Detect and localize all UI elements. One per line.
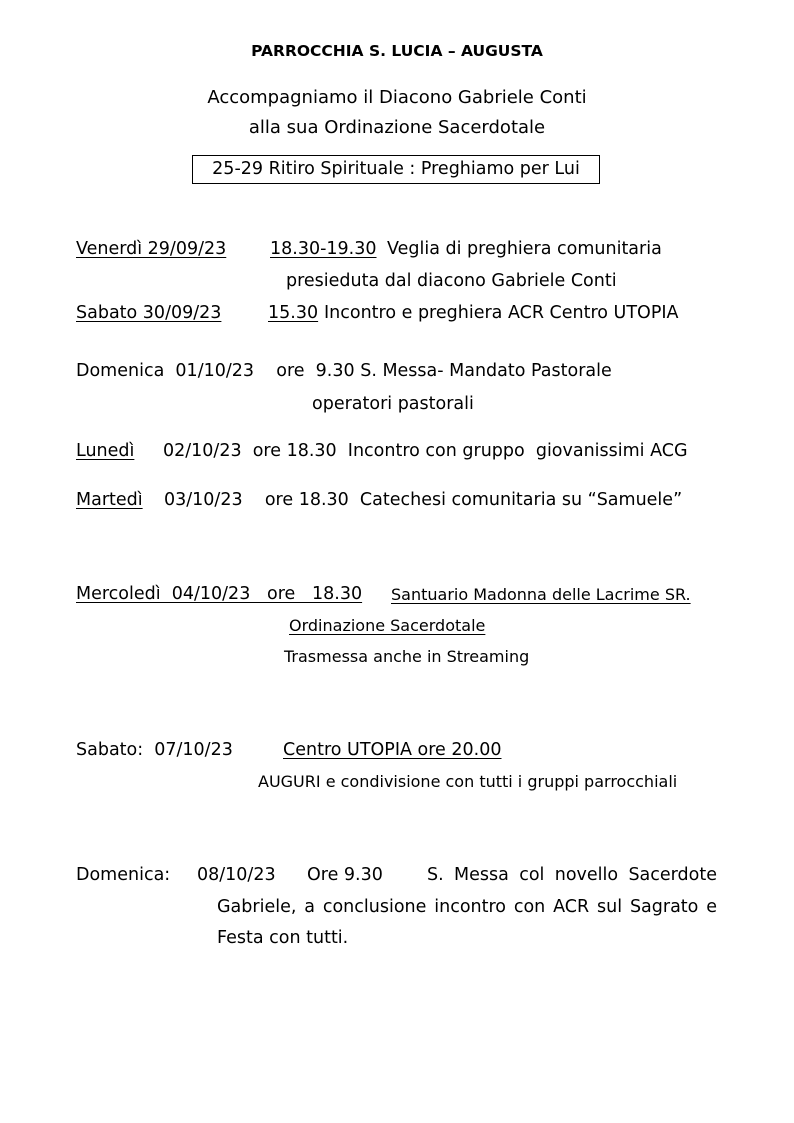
sunday2-date: 08/10/23	[197, 865, 276, 885]
sunday1-line1: Domenica 01/10/23 ore 9.30 S. Messa- Mandato Pastorale	[76, 361, 612, 381]
subtitle-line-1: Accompagniamo il Diacono Gabriele Conti	[207, 87, 587, 108]
subtitle-line-2: alla sua Ordinazione Sacerdotale	[248, 117, 546, 138]
tuesday-day: Martedì	[76, 490, 143, 510]
saturday1-desc: Incontro e preghiera ACR Centro UTOPIA	[324, 303, 679, 323]
sunday2-line1: S. Messa col novello Sacerdote	[427, 865, 717, 885]
friday-desc-2: presieduta dal diacono Gabriele Conti	[286, 271, 617, 291]
saturday1-time: 15.30	[268, 303, 319, 323]
retreat-box: 25-29 Ritiro Spirituale : Preghiamo per Lui	[192, 155, 600, 184]
friday-desc: Veglia di preghiera comunitaria	[387, 239, 662, 259]
monday-desc: 02/10/23 ore 18.30 Incontro con gruppo giovanissimi ACG	[163, 441, 688, 461]
sunday2-desc: Gabriele, a conclusione incontro con ACR sul Sagrato e Festa con tutti.	[217, 897, 717, 948]
saturday2-desc: AUGURI e condivisione con tutti i gruppi parrocchiali	[258, 772, 678, 791]
sunday2-time: Ore 9.30	[307, 865, 383, 885]
friday-date: Venerdì 29/09/23	[76, 239, 227, 259]
wednesday-ordination: Ordinazione Sacerdotale	[289, 616, 486, 635]
friday-time: 18.30-19.30	[270, 239, 377, 259]
saturday2-date: Sabato: 07/10/23	[76, 740, 233, 760]
sunday2-day: Domenica:	[76, 865, 171, 885]
saturday1-date: Sabato 30/09/23	[76, 303, 222, 323]
wednesday-streaming: Trasmessa anche in Streaming	[284, 647, 530, 666]
tuesday-desc: 03/10/23 ore 18.30 Catechesi comunitaria su “Samuele”	[164, 490, 683, 510]
wednesday-date: Mercoledì 04/10/23 ore 18.30	[76, 584, 363, 604]
sunday1-line2: operatori pastorali	[312, 394, 474, 414]
parish-title: PARROCCHIA S. LUCIA – AUGUSTA	[251, 42, 543, 60]
saturday2-place: Centro UTOPIA ore 20.00	[283, 740, 502, 760]
monday-day: Lunedì	[76, 441, 135, 461]
wednesday-place: Santuario Madonna delle Lacrime SR.	[391, 585, 691, 604]
